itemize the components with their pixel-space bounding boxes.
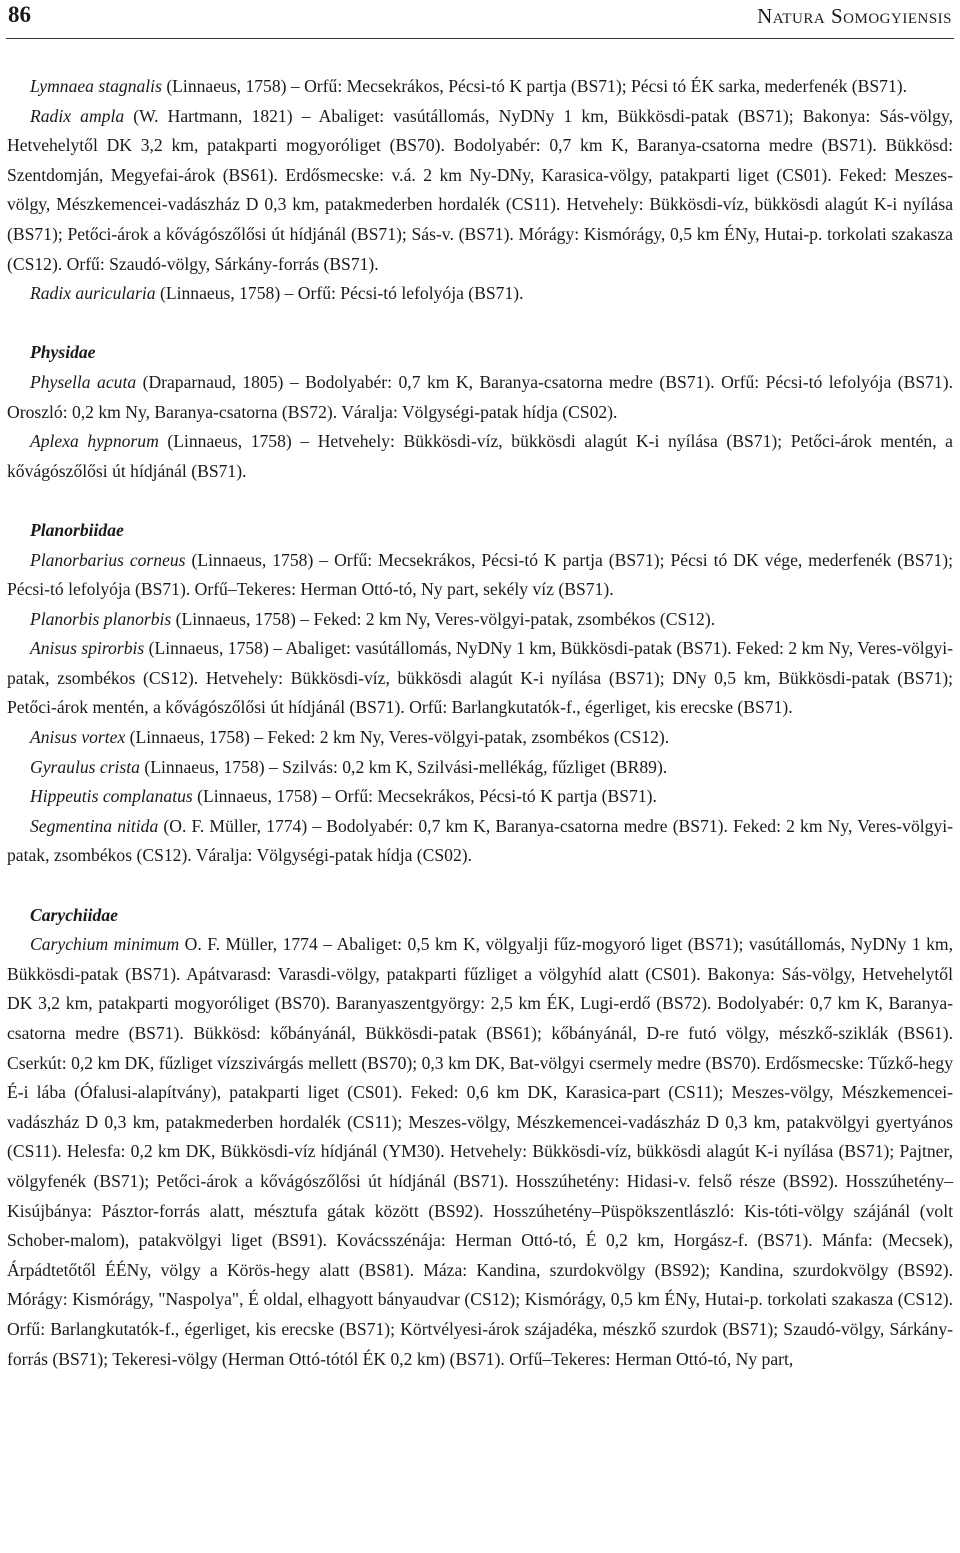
species-name: Radix ampla [30, 105, 125, 126]
locality-text: (Linnaeus, 1758) – Orfű: Mecsekrákos, Pécsi-tó K partja (BS71). [192, 786, 657, 807]
species-entry [7, 546, 953, 605]
locality-text: (Draparnaud, 1805) – Bodolyabér: 0,7 km K, Baranya-csatorna medre (BS71). Orfű: Pécsi-tó lefolyója (BS71). Oroszló: 0,2 km Ny, Baranya-csatorna (BS72). Váralja: Völgységi-patak hídja (CS02). [7, 371, 953, 422]
locality-text: (Linnaeus, 1758) – Orfű: Pécsi-tó lefolyója (BS71). [155, 283, 524, 304]
species-entry [7, 782, 953, 812]
locality-text: (Linnaeus, 1758) – Orfű: Mecsekrákos, Pécsi-tó K partja (BS71); Pécsi tó ÉK sarka, mederfenék (BS71). [161, 76, 908, 96]
species-name: Aplexa hypnorum [30, 431, 159, 452]
species-name: Anisus spirorbis [30, 638, 145, 659]
species-name: Gyraulus crista [30, 756, 140, 777]
locality-text: (Linnaeus, 1758) – Abaliget: vasútállomás, NyDNy 1 km, Bükkösdi-patak (BS71). Feked: 2 km Ny, Veres-völgyi-patak, zsombékos (CS12). Hetvehely: Bükkösdi-víz, bükkösdi alagút K-i nyílása (BS71); DNy 0,5 km, Bükkösdi-patak (BS71); Petőci-árok mentén, a kővágószőlősi út hídjánál (BS71). Orfű: Barlangkutatók-f., égerliget, kis erecske (BS71). [7, 638, 953, 718]
species-entry [7, 723, 953, 753]
species-name: Planorbarius corneus [30, 549, 186, 570]
species-entry [7, 753, 953, 783]
species-name: Hippeutis complanatus [30, 786, 193, 807]
species-entry [7, 279, 953, 309]
species-name: Segmentina nitida [30, 815, 159, 836]
locality-text: (Linnaeus, 1758) – Feked: 2 km Ny, Veres-völgyi-patak, zsombékos (CS12). [125, 727, 670, 748]
species-entry [7, 102, 953, 280]
species-entry [7, 930, 953, 1374]
page-number: 86 [8, 2, 31, 27]
locality-text: (Linnaeus, 1758) – Orfű: Mecsekrákos, Pécsi-tó K partja (BS71); Pécsi tó DK vége, mederfenék (BS71); Pécsi-tó lefolyója (BS71). Orfű–Tekeres: Herman Ottó-tó, Ny part, sekély víz (BS71). [7, 549, 953, 600]
locality-text: (Linnaeus, 1758) – Szilvás: 0,2 km K, Szilvási-mellékág, fűzliget (BR89). [139, 756, 668, 777]
locality-text: O. F. Müller, 1774 – Abaliget: 0,5 km K, völgyalji fűz-mogyoró liget (BS71); vasútállomás, NyDNy 1 km, Bükkösdi-patak (BS71). Apátvarasd: Varasdi-völgy, patakparti fűzliget a völgyhíd alatt (CS01). Bakonya: Sás-völgy, Hetvehelytől DK 3,2 km, patakparti mogyoróliget (BS70). Baranyaszentgyörgy: 2,5 km ÉK, Lugi-erdő (BS72). Bodolyabér: 0,7 km K, Baranya-csatorna medre (BS71). Bükkösd: kőbányánál, Bükkösdi-patak (BS61); kőbányánál, D-re futó völgy, mészkő-sziklák (BS61). Cserkút: 0,2 km DK, fűzliget vízszivárgás mellett (BS70); 0,3 km DK, Bat-völgyi csermely medre (BS70). Erdősmecske: Tűzkő-hegy É-i lába (Ófalusi-alapítvány), patakparti liget (CS01). Feked: 0,6 km DK, Karasica-part (CS11); Meszes-völgy, Mészkemencei-vadászház D 0,3 km, patakmederben hordalék (CS11); Meszes-völgy, Mészkemencei-vadászház D 0,3 km, patakvölgyi gyertyános (CS11). Helesfa: 0,2 km DK, Bükkösdi-víz hídjánál (YM30). Hetvehely: Bükkösdi-víz, bükkösdi alagút K-i nyílása (BS71); Pajtner, völgyfenék (BS71); Petőci-árok a kővágószőlősi út hídjánál (BS71). Hosszúhetény: Hidasi-v. felső része (BS92). Hosszúhetény–Kisújbánya: Pásztor-forrás alatt, mésztufa gátak között (BS92). Hosszúhetény–Püspökszentlászló: Kis-tóti-völgy szájánál (volt Schober-malom), patakvölgyi liget (BS91). Kovácsszénája: Herman Ottó-tó, É 0,2 km, Horgász-f. (BS71). Mánfa: (Mecsek), Árpádtetőtől ÉÉNy, völgy a Körös-hegy alatt (BS81). Máza: Kandina, szurdokvölgy (BS92); Kandina, szurdokvölgy (BS92). Mórágy: Kismórágy, "Naspolya", É oldal, elhagyott bányaudvar (CS12); Kismórágy, 0,5 km ÉNy, Hutai-p. torkolati szakasza (CS12). Orfű: Barlangkutatók-f., égerliget, kis erecske (BS71); Körtvélyesi-árok szájadéka, mészkő szurdok (BS71); Szaudó-völgy, Sárkány-forrás (BS71); Tekeresi-völgy (Herman Ottó-tótól ÉK 0,2 km) (BS71). Orfű–Tekeres: Herman Ottó-tó, Ny part, [7, 934, 954, 1369]
species-entry [7, 812, 953, 871]
species-name: Anisus vortex [30, 727, 126, 748]
header-divider [6, 38, 954, 39]
species-name: Planorbis planorbis [30, 608, 172, 629]
species-entry [7, 605, 953, 635]
locality-text: (Linnaeus, 1758) – Feked: 2 km Ny, Veres-völgyi-patak, zsombékos (CS12). [171, 608, 716, 629]
locality-text: (Linnaeus, 1758) – Hetvehely: Bükkösdi-víz, bükkösdi alagút K-i nyílása (BS71); Petőci-árok mentén, a kővágószőlősi út hídjánál (BS71). [7, 431, 953, 481]
species-entry [7, 368, 953, 427]
journal-title: Natura Somogyiensis [757, 4, 952, 28]
species-name: Physella acuta [30, 371, 137, 392]
species-entry [7, 634, 953, 723]
species-name: Lymnaea stagnalis [30, 76, 162, 96]
species-entry [7, 72, 953, 102]
family-heading: Physidae [30, 342, 96, 363]
page-header [0, 0, 960, 40]
species-name: Radix auricularia [30, 283, 156, 304]
species-name: Carychium minimum [30, 934, 180, 955]
family-heading: Carychiidae [30, 904, 118, 925]
article-body [7, 72, 953, 1374]
species-entry [7, 427, 953, 486]
family-heading: Planorbiidae [30, 519, 124, 540]
locality-text: (O. F. Müller, 1774) – Bodolyabér: 0,7 km K, Baranya-csatorna medre (BS71). Feked: 2 km Ny, Veres-völgyi-patak, zsombékos (CS12). Váralja: Völgységi-patak hídja (CS02). [7, 815, 953, 866]
locality-text: (W. Hartmann, 1821) – Abaliget: vasútállomás, NyDNy 1 km, Bükkösdi-patak (BS71); Bakonya: Sás-völgy, Hetvehelytől DK 3,2 km, patakparti mogyoróliget (BS70). Bodolyabér: 0,7 km K, Baranya-csatorna medre (BS71). Bükkösd: Szentdomján, Megyefai-árok (BS61). Erdősmecske: v.á. 2 km Ny-DNy, Karasica-völgy, patakparti liget (CS01). Feked: Meszes-völgy, Mészkemencei-vadászház D 0,3 km, patakmederben hordalék (CS11). Hetvehely: Bükkösdi-víz, bükkösdi alagút K-i nyílása (BS71); Petőci-árok a kővágószőlősi út hídjánál (BS71); Sás-v. (BS71). Mórágy: Kismórágy, 0,5 km ÉNy, Hutai-p. torkolati szakasza (CS12). Orfű: Szaudó-völgy, Sárkány-forrás (BS71). [7, 105, 953, 274]
